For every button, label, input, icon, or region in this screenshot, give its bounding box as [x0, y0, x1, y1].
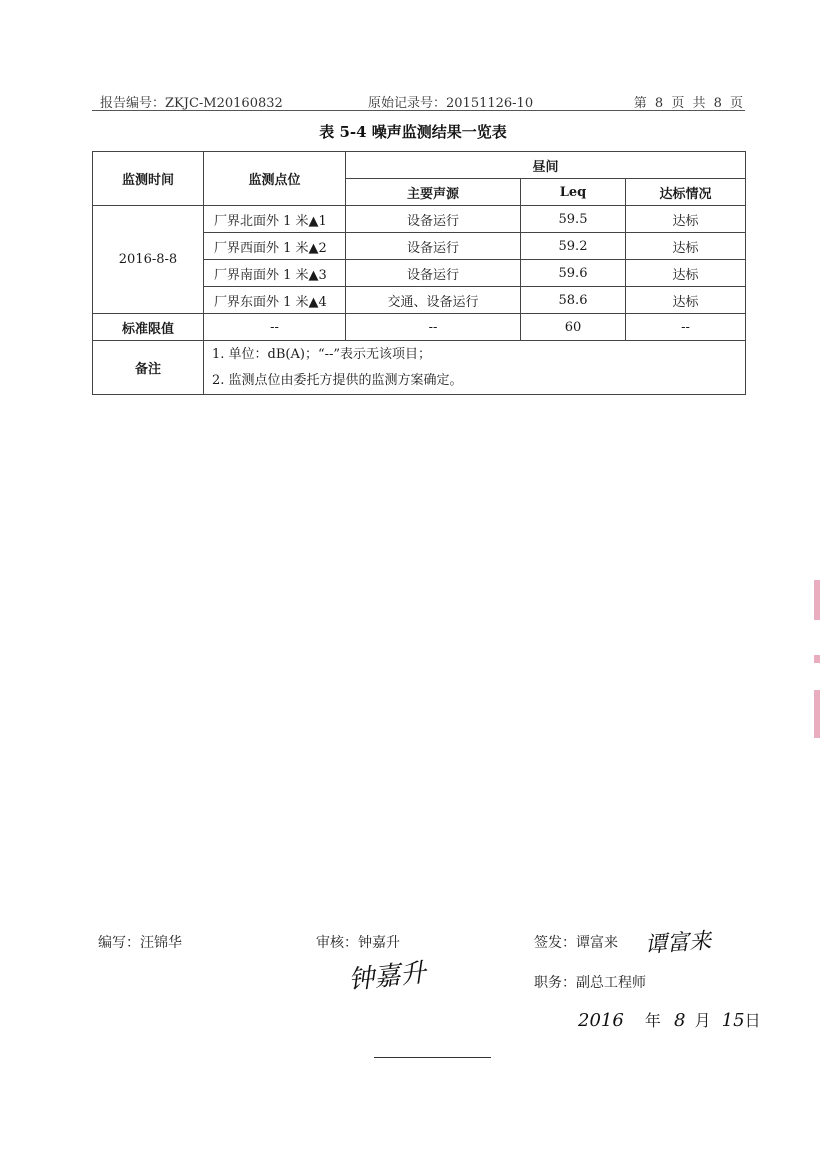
source-cell: 交通、设备运行	[346, 287, 521, 314]
leq-cell: 59.2	[521, 233, 626, 260]
page-info: 第 8 页 共 8 页	[633, 96, 745, 111]
header-point: 监测点位	[204, 152, 346, 206]
status-cell: 达标	[626, 233, 746, 260]
limit-leq: 60	[521, 314, 626, 341]
leq-cell: 59.5	[521, 206, 626, 233]
leq-cell: 59.6	[521, 260, 626, 287]
date-year-unit: 年	[644, 1011, 661, 1030]
reviewer-label: 审核：钟嘉升	[316, 935, 400, 951]
writer-label: 编写：汪锦华	[98, 935, 182, 951]
limit-status: --	[626, 314, 746, 341]
header-divider	[92, 110, 745, 111]
seal-stamp-fragment	[814, 655, 820, 663]
reviewer-signature: 钟嘉升	[346, 957, 428, 996]
date-day-unit: 日	[744, 1011, 761, 1030]
monitoring-date: 2016-8-8	[93, 206, 204, 314]
source-cell: 设备运行	[346, 233, 521, 260]
header-status: 达标情况	[626, 179, 746, 206]
header-leq: Leq	[521, 179, 626, 206]
remarks-content	[204, 341, 746, 395]
limit-row	[93, 314, 746, 341]
record-number: 原始记录号：20151126-10	[368, 96, 534, 111]
issuer-signature: 谭富来	[644, 928, 712, 959]
header-source: 主要声源	[346, 179, 521, 206]
date-day: 15	[721, 1010, 745, 1031]
point-cell: 厂界东面外 1 米▲4	[204, 287, 346, 314]
point-cell: 厂界南面外 1 米▲3	[204, 260, 346, 287]
leq-cell: 58.6	[521, 287, 626, 314]
point-cell: 厂界北面外 1 米▲1	[204, 206, 346, 233]
table-row	[93, 206, 746, 233]
limit-point: --	[204, 314, 346, 341]
status-cell: 达标	[626, 260, 746, 287]
remark-line: 2. 监测点位由委托方提供的监测方案确定。	[212, 372, 463, 388]
signing-date	[578, 1008, 761, 1031]
seal-stamp-fragment	[814, 690, 820, 738]
footer-rule	[374, 1057, 491, 1058]
date-month: 8	[674, 1010, 686, 1031]
limit-label: 标准限值	[93, 314, 204, 341]
status-cell: 达标	[626, 287, 746, 314]
date-month-unit: 月	[694, 1011, 711, 1030]
point-cell: 厂界西面外 1 米▲2	[204, 233, 346, 260]
position-label: 职务：副总工程师	[534, 975, 646, 991]
header-daytime: 昼间	[346, 152, 746, 179]
remark-line: 1. 单位：dB(A)；“--”表示无该项目；	[212, 346, 432, 362]
report-header	[100, 92, 745, 110]
source-cell: 设备运行	[346, 206, 521, 233]
limit-source: --	[346, 314, 521, 341]
issuer-label: 签发：谭富来	[534, 935, 618, 951]
remarks-label: 备注	[93, 341, 204, 395]
seal-stamp-fragment	[814, 580, 820, 620]
noise-results-table	[92, 151, 746, 395]
header-time: 监测时间	[93, 152, 204, 206]
date-year: 2016	[578, 1010, 624, 1031]
table-title: 表 5-4 噪声监测结果一览表	[319, 123, 507, 141]
remarks-row	[93, 341, 746, 395]
report-number: 报告编号：ZKJC-M20160832	[100, 96, 283, 111]
source-cell: 设备运行	[346, 260, 521, 287]
status-cell: 达标	[626, 206, 746, 233]
